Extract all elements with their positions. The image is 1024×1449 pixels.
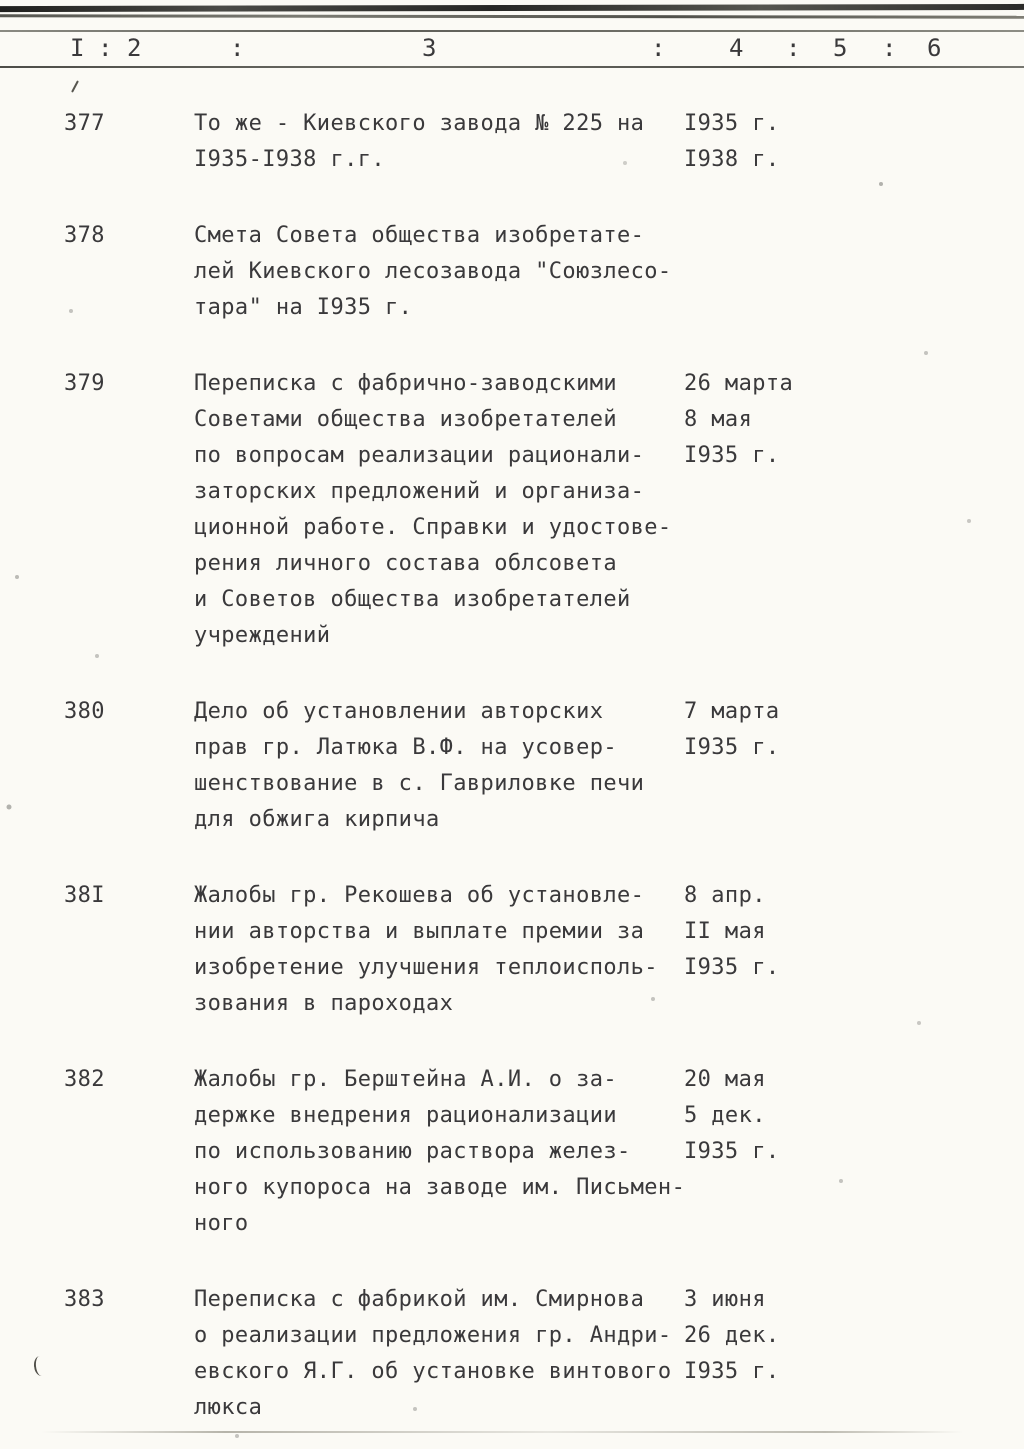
entry-dates xyxy=(684,106,1024,178)
entry-description xyxy=(194,366,684,654)
description-line: прав гр. Латюка В.Ф. на усовер- xyxy=(194,735,617,760)
column-header-4: 4 xyxy=(729,34,744,62)
entry-description xyxy=(194,878,684,1022)
entry-number: 382 xyxy=(64,1067,105,1092)
description-line: лей Киевского лесозавода "Союзлесо- xyxy=(194,259,672,284)
column-header-5: 5 xyxy=(833,34,848,62)
description-line: Жалобы гр. Берштейна А.И. о за- xyxy=(194,1067,617,1092)
date-line: 3 июня xyxy=(684,1287,766,1312)
description-line: Смета Совета общества изобретате- xyxy=(194,223,645,248)
description-line: тара" на I935 г. xyxy=(194,295,413,320)
date-line: I935 г. xyxy=(684,1359,780,1384)
description-line: шенствование в с. Гавриловке печи xyxy=(194,771,645,796)
date-line: 8 мая xyxy=(684,407,753,432)
inventory-entry xyxy=(64,106,1024,178)
description-line: рения личного состава облсовета xyxy=(194,551,617,576)
scan-mark xyxy=(71,80,79,92)
description-line: I935-I938 г.г. xyxy=(194,147,386,172)
description-line: Переписка с фабрично-заводскими xyxy=(194,371,617,396)
entry-description xyxy=(194,694,684,838)
description-line: нии авторства и выплате премии за xyxy=(194,919,645,944)
scan-edge-band-bottom xyxy=(41,1431,963,1433)
inventory-entry xyxy=(64,878,1024,1022)
table-column-header-row xyxy=(0,34,1024,64)
column-header-6: 6 xyxy=(927,34,942,62)
entry-description xyxy=(194,1062,684,1242)
description-line: заторских предложений и организа- xyxy=(194,479,645,504)
description-line: по использованию раствора желез- xyxy=(194,1139,631,1164)
entry-description xyxy=(194,1282,684,1426)
column-separator: : xyxy=(230,34,245,62)
column-separator: : xyxy=(651,34,666,62)
column-header-1: I xyxy=(70,34,85,62)
entry-dates xyxy=(684,366,1024,654)
date-line: I935 г. xyxy=(684,443,780,468)
description-line: То же - Киевского завода № 225 на xyxy=(194,111,645,136)
date-line: I935 г. xyxy=(684,111,780,136)
date-line: 26 марта xyxy=(684,371,794,396)
table-rule-above-header xyxy=(0,30,1024,32)
description-line: ционной работе. Справки и удостове- xyxy=(194,515,672,540)
inventory-entry xyxy=(64,694,1024,838)
date-line: 5 дек. xyxy=(684,1103,766,1128)
description-line: о реализации предложения гр. Андри- xyxy=(194,1323,672,1348)
entry-dates xyxy=(684,878,1024,1022)
inventory-entry xyxy=(64,1062,1024,1242)
entries xyxy=(64,106,1024,1449)
date-line: 26 дек. xyxy=(684,1323,780,1348)
description-line: ного купороса на заводе им. Письмен- xyxy=(194,1175,686,1200)
entry-number: 383 xyxy=(64,1287,105,1312)
inventory-entry xyxy=(64,1282,1024,1426)
date-line: I935 г. xyxy=(684,955,780,980)
table-rule-below-header xyxy=(0,66,1024,68)
scan-mark xyxy=(33,1355,46,1376)
entry-description xyxy=(194,106,684,178)
description-line: держке внедрения рационализации xyxy=(194,1103,617,1128)
entry-number: 377 xyxy=(64,111,105,136)
column-separator: : xyxy=(786,34,801,62)
description-line: для обжига кирпича xyxy=(194,807,440,832)
entry-dates xyxy=(684,1062,1024,1242)
column-header-2: 2 xyxy=(127,34,142,62)
date-line: 20 мая xyxy=(684,1067,766,1092)
description-line: Советами общества изобретателей xyxy=(194,407,617,432)
description-line: зования в пароходах xyxy=(194,991,454,1016)
date-line: I935 г. xyxy=(684,1139,780,1164)
description-line: люкса xyxy=(194,1395,263,1420)
scan-edge-band-top xyxy=(0,4,1024,12)
entry-dates xyxy=(684,694,1024,838)
description-line: Дело об установлении авторских xyxy=(194,699,604,724)
description-line: евского Я.Г. об установке винтового xyxy=(194,1359,672,1384)
entry-dates xyxy=(684,1282,1024,1426)
column-separator: : xyxy=(98,34,113,62)
description-line: учреждений xyxy=(194,623,331,648)
scan-speckles xyxy=(0,0,2,2)
entry-number: 380 xyxy=(64,699,105,724)
description-line: Жалобы гр. Рекошева об установле- xyxy=(194,883,645,908)
date-line: I935 г. xyxy=(684,735,780,760)
description-line: и Советов общества изобретателей xyxy=(194,587,631,612)
column-header-3: 3 xyxy=(422,34,437,62)
inventory-entry xyxy=(64,366,1024,654)
description-line: по вопросам реализации рационали- xyxy=(194,443,645,468)
entry-number: 378 xyxy=(64,223,105,248)
column-separator: : xyxy=(882,34,897,62)
date-line: 7 марта xyxy=(684,699,780,724)
entry-dates xyxy=(684,218,1024,326)
scan-edge-band-secondary xyxy=(0,14,1024,18)
entry-description xyxy=(194,218,684,326)
entry-number: 379 xyxy=(64,371,105,396)
date-line: 8 апр. xyxy=(684,883,766,908)
date-line: I938 г. xyxy=(684,147,780,172)
entry-number: 38I xyxy=(64,883,105,908)
description-line: Переписка с фабрикой им. Смирнова xyxy=(194,1287,645,1312)
inventory-entry xyxy=(64,218,1024,326)
description-line: ного xyxy=(194,1211,249,1236)
description-line: изобретение улучшения теплоисполь- xyxy=(194,955,658,980)
date-line: II мая xyxy=(684,919,766,944)
